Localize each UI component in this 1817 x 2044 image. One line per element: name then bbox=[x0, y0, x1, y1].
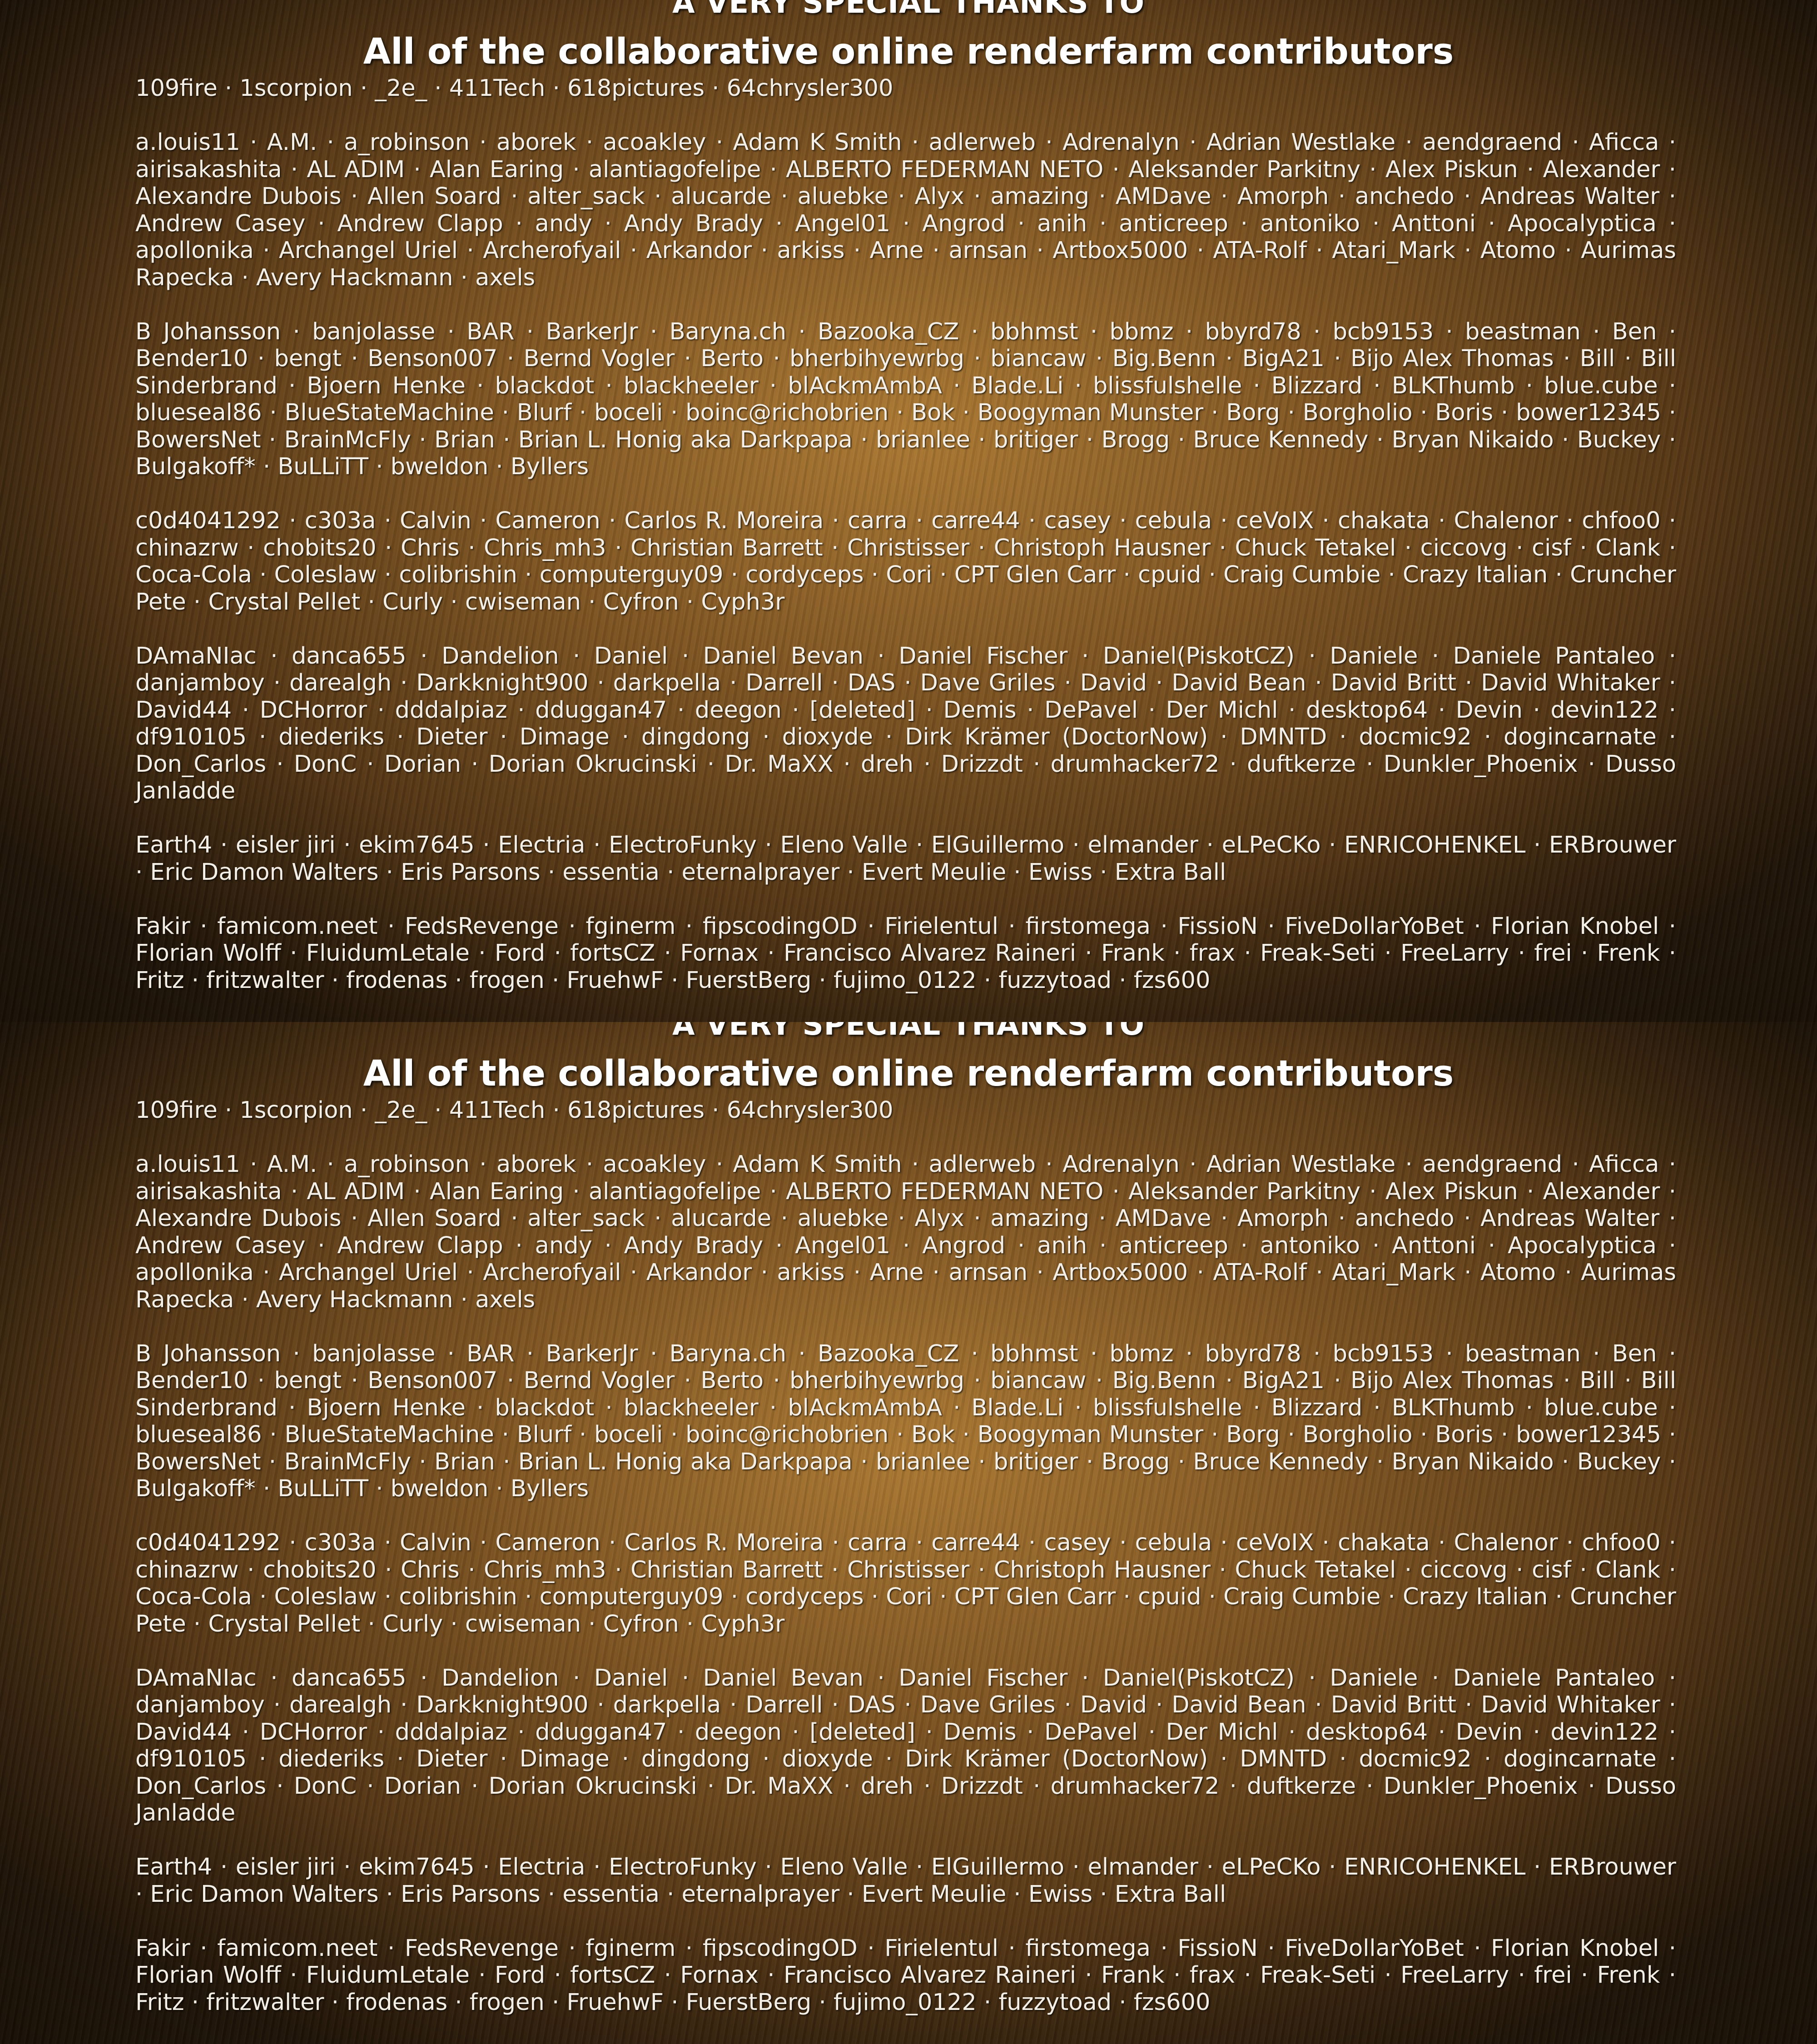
credits-title: All of the collaborative online renderfarm contributors bbox=[0, 30, 1817, 74]
special-thanks-heading: A VERY SPECIAL THANKS TO bbox=[0, 0, 1817, 19]
contributor-group-a: a.louis11 · A.M. · a_robinson · aborek · acoakley · Adam K Smith · adlerweb · Adrenalyn · Adrian Westlake · aendgraend · Aficca · airisakashita · AL ADIM · Alan Earing · alantiagofelipe · ALBERTO FEDERMAN NETO · Aleksander Parkitny · Alex Piskun · Alexander · Alexandre Dubois · Allen Soard · alter_sack · alucarde · aluebke · Alyx · amazing · AMDave · Amorph · anchedo · Andreas Walter · Andrew Casey · Andrew Clapp · andy · Andy Brady · Angel01 · Angrod · anih · anticreep · antoniko · Anttoni · Apocalyptica · apollonika · Archangel Uriel · Archerofyail · Arkandor · arkiss · Arne · arnsan · Artbox5000 · ATA-Rolf · Atari_Mark · Atomo · Aurimas Rapecka · Avery Hackmann · axels bbox=[135, 129, 1676, 291]
contributor-group-a: a.louis11 · A.M. · a_robinson · aborek · acoakley · Adam K Smith · adlerweb · Adrenalyn · Adrian Westlake · aendgraend · Aficca · airisakashita · AL ADIM · Alan Earing · alantiagofelipe · ALBERTO FEDERMAN NETO · Aleksander Parkitny · Alex Piskun · Alexander · Alexandre Dubois · Allen Soard · alter_sack · alucarde · aluebke · Alyx · amazing · AMDave · Amorph · anchedo · Andreas Walter · Andrew Casey · Andrew Clapp · andy · Andy Brady · Angel01 · Angrod · anih · anticreep · antoniko · Anttoni · Apocalyptica · apollonika · Archangel Uriel · Archerofyail · Arkandor · arkiss · Arne · arnsan · Artbox5000 · ATA-Rolf · Atari_Mark · Atomo · Aurimas Rapecka · Avery Hackmann · axels bbox=[135, 1151, 1676, 1313]
contributor-group-e: Earth4 · eisler jiri · ekim7645 · Electria · ElectroFunky · Eleno Valle · ElGuillermo · elmander · eLPeCKo · ENRICOHENKEL · ERBrouwer · Eric Damon Walters · Eris Parsons · essentia · eternalprayer · Evert Meulie · Ewiss · Extra Ball bbox=[135, 832, 1676, 886]
contributor-group-c: c0d4041292 · c303a · Calvin · Cameron · Carlos R. Moreira · carra · carre44 · casey · cebula · ceVoIX · chakata · Chalenor · chfoo0 · chinazrw · chobits20 · Chris · Chris_mh3 · Christian Barrett · Christisser · Christoph Hausner · Chuck Tetakel · ciccovg · cisf · Clank · Coca-Cola · Coleslaw · colibrishin · computerguy09 · cordyceps · Cori · CPT Glen Carr · cpuid · Craig Cumbie · Crazy Italian · Cruncher Pete · Crystal Pellet · Curly · cwiseman · Cyfron · Cyph3r bbox=[135, 507, 1676, 615]
contributor-group-b: B Johansson · banjolasse · BAR · BarkerJr · Baryna.ch · Bazooka_CZ · bbhmst · bbmz · bbyrd78 · bcb9153 · beastman · Ben · Bender10 · bengt · Benson007 · Bernd Vogler · Berto · bherbihyewrbg · biancaw · Big.Benn · BigA21 · Bijo Alex Thomas · Bill · Bill Sinderbrand · Bjoern Henke · blackdot · blackheeler · blAckmAmbA · Blade.Li · blissfulshelle · Blizzard · BLKThumb · blue.cube · blueseal86 · BlueStateMachine · Blurf · boceli · boinc@richobrien · Bok · Boogyman Munster · Borg · Borgholio · Boris · bower12345 · BowersNet · BrainMcFly · Brian · Brian L. Honig aka Darkpapa · brianlee · britiger · Brogg · Bruce Kennedy · Bryan Nikaido · Buckey · Bulgakoff* · BuLLiTT · bweldon · Byllers bbox=[135, 318, 1676, 481]
contributor-group-c: c0d4041292 · c303a · Calvin · Cameron · Carlos R. Moreira · carra · carre44 · casey · cebula · ceVoIX · chakata · Chalenor · chfoo0 · chinazrw · chobits20 · Chris · Chris_mh3 · Christian Barrett · Christisser · Christoph Hausner · Chuck Tetakel · ciccovg · cisf · Clank · Coca-Cola · Coleslaw · colibrishin · computerguy09 · cordyceps · Cori · CPT Glen Carr · cpuid · Craig Cumbie · Crazy Italian · Cruncher Pete · Crystal Pellet · Curly · cwiseman · Cyfron · Cyph3r bbox=[135, 1529, 1676, 1637]
contributor-group-d: DAmaNIac · danca655 · Dandelion · Daniel · Daniel Bevan · Daniel Fischer · Daniel(PiskotCZ) · Daniele · Daniele Pantaleo · danjamboy · darealgh · Darkknight900 · darkpella · Darrell · DAS · Dave Griles · David · David Bean · David Britt · David Whitaker · David44 · DCHorror · dddalpiaz · dduggan47 · deegon · [deleted] · Demis · DePavel · Der Michl · desktop64 · Devin · devin122 · df910105 · diederiks · Dieter · Dimage · dingdong · dioxyde · Dirk Krämer (DoctorNow) · DMNTD · docmic92 · dogincarnate · Don_Carlos · DonC · Dorian · Dorian Okrucinski · Dr. MaXX · dreh · Drizzdt · drumhacker72 · duftkerze · Dunkler_Phoenix · Dusso Janladde bbox=[135, 1665, 1676, 1827]
contributor-group-b: B Johansson · banjolasse · BAR · BarkerJr · Baryna.ch · Bazooka_CZ · bbhmst · bbmz · bbyrd78 · bcb9153 · beastman · Ben · Bender10 · bengt · Benson007 · Bernd Vogler · Berto · bherbihyewrbg · biancaw · Big.Benn · BigA21 · Bijo Alex Thomas · Bill · Bill Sinderbrand · Bjoern Henke · blackdot · blackheeler · blAckmAmbA · Blade.Li · blissfulshelle · Blizzard · BLKThumb · blue.cube · blueseal86 · BlueStateMachine · Blurf · boceli · boinc@richobrien · Bok · Boogyman Munster · Borg · Borgholio · Boris · bower12345 · BowersNet · BrainMcFly · Brian · Brian L. Honig aka Darkpapa · brianlee · britiger · Brogg · Bruce Kennedy · Bryan Nikaido · Buckey · Bulgakoff* · BuLLiTT · bweldon · Byllers bbox=[135, 1340, 1676, 1503]
contributor-group-f: Fakir · famicom.neet · FedsRevenge · fginerm · fipscodingOD · Firielentul · firstomega · FissioN · FiveDollarYoBet · Florian Knobel · Florian Wolff · FluidumLetale · Ford · fortsCZ · Fornax · Francisco Alvarez Raineri · Frank · frax · Freak-Seti · FreeLarry · frei · Frenk · Fritz · fritzwalter · frodenas · frogen · FruehwF · FuerstBerg · fujimo_0122 · fuzzytoad · fzs600 bbox=[135, 1935, 1676, 2016]
credits-title: All of the collaborative online renderfarm contributors bbox=[0, 1052, 1817, 1096]
contributor-group-e: Earth4 · eisler jiri · ekim7645 · Electria · ElectroFunky · Eleno Valle · ElGuillermo · elmander · eLPeCKo · ENRICOHENKEL · ERBrouwer · Eric Damon Walters · Eris Parsons · essentia · eternalprayer · Evert Meulie · Ewiss · Extra Ball bbox=[135, 1854, 1676, 1908]
contributor-group-f: Fakir · famicom.neet · FedsRevenge · fginerm · fipscodingOD · Firielentul · firstomega · FissioN · FiveDollarYoBet · Florian Knobel · Florian Wolff · FluidumLetale · Ford · fortsCZ · Fornax · Francisco Alvarez Raineri · Frank · frax · Freak-Seti · FreeLarry · frei · Frenk · Fritz · fritzwalter · frodenas · frogen · FruehwF · FuerstBerg · fujimo_0122 · fuzzytoad · fzs600 bbox=[135, 913, 1676, 994]
contributor-group-digits: 109fire · 1scorpion · _2e_ · 411Tech · 618pictures · 64chrysler300 bbox=[135, 1097, 1676, 1124]
contributor-group-d: DAmaNIac · danca655 · Dandelion · Daniel · Daniel Bevan · Daniel Fischer · Daniel(PiskotCZ) · Daniele · Daniele Pantaleo · danjamboy · darealgh · Darkknight900 · darkpella · Darrell · DAS · Dave Griles · David · David Bean · David Britt · David Whitaker · David44 · DCHorror · dddalpiaz · dduggan47 · deegon · [deleted] · Demis · DePavel · Der Michl · desktop64 · Devin · devin122 · df910105 · diederiks · Dieter · Dimage · dingdong · dioxyde · Dirk Krämer (DoctorNow) · DMNTD · docmic92 · dogincarnate · Don_Carlos · DonC · Dorian · Dorian Okrucinski · Dr. MaXX · dreh · Drizzdt · drumhacker72 · duftkerze · Dunkler_Phoenix · Dusso Janladde bbox=[135, 643, 1676, 805]
special-thanks-heading: A VERY SPECIAL THANKS TO bbox=[0, 1022, 1817, 1041]
contributor-group-digits: 109fire · 1scorpion · _2e_ · 411Tech · 618pictures · 64chrysler300 bbox=[135, 75, 1676, 102]
